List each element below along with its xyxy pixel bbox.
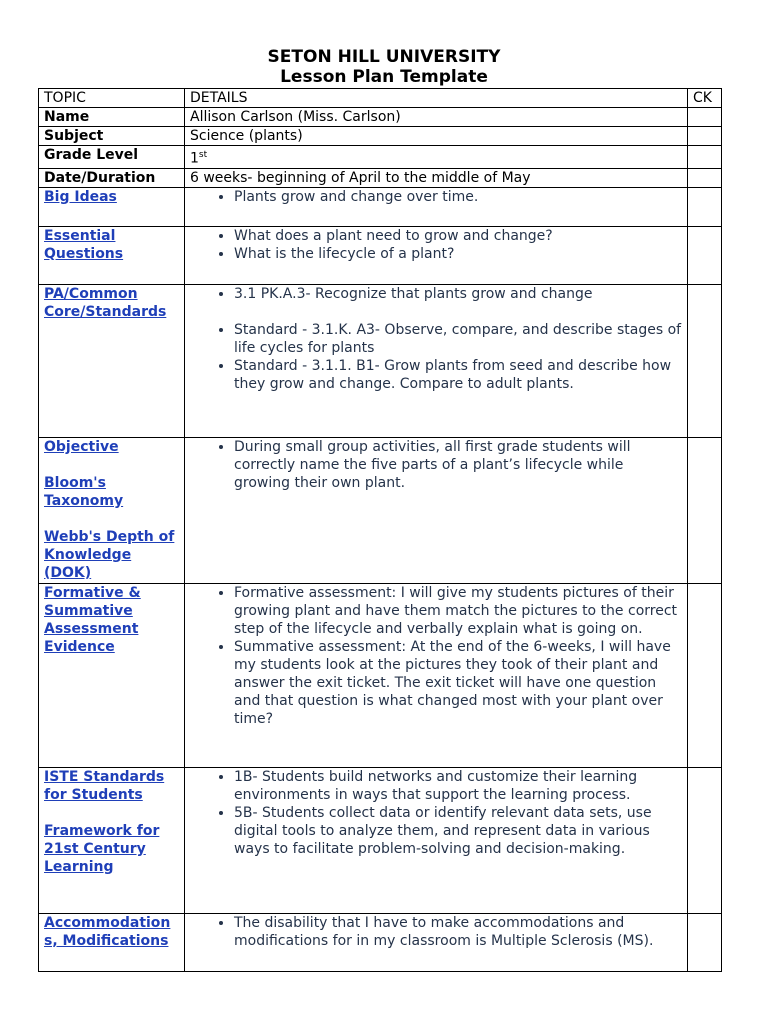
assessment-label-cell — [39, 583, 185, 767]
objective-label-cell — [39, 437, 185, 583]
list-item: • Formative assessment: I will give my students pictures of their growing plant and have them match the pictures to the correct step of the lifecycle and verbally explain what is going on. — [234, 584, 682, 638]
accommodations-link[interactable]: Accommodation s, Modifications — [44, 914, 171, 949]
name-label: Name — [39, 108, 185, 127]
big-ideas-link[interactable]: Big Ideas — [44, 188, 117, 205]
standards-ck-cell — [688, 284, 722, 437]
grade-label: Grade Level — [39, 146, 185, 169]
assessment-ck-cell — [688, 583, 722, 767]
standards-details — [185, 284, 688, 437]
iste-label-cell — [39, 767, 185, 913]
date-label: Date/Duration — [39, 168, 185, 187]
big-ideas-list — [190, 188, 682, 206]
list-item: • 3.1 PK.A.3- Recognize that plants grow and change — [234, 285, 682, 303]
objective-row — [39, 437, 722, 583]
standards-list-2 — [190, 321, 682, 393]
table-header-row — [39, 89, 722, 108]
list-item: • What does a plant need to grow and change? — [234, 227, 682, 245]
assessment-list — [190, 584, 682, 728]
list-item: • Standard - 3.1.1. B1- Grow plants from seed and describe how they grow and change. Compare to adult plants. — [234, 357, 682, 393]
template-title: Lesson Plan Template — [280, 67, 488, 87]
university-title: SETON HILL UNIVERSITY — [267, 47, 501, 67]
iste-details — [185, 767, 688, 913]
grade-value: 1 — [190, 150, 199, 167]
iste-list — [190, 768, 682, 858]
list-item: • Standard - 3.1.K. A3- Observe, compare, and describe stages of life cycles for plants — [234, 321, 682, 357]
list-item: • The disability that I have to make accommodations and modifications for in my classroom is Multiple Sclerosis (MS). — [234, 914, 682, 950]
standards-list — [190, 285, 682, 303]
accommodations-label-cell — [39, 913, 185, 971]
standards-row — [39, 284, 722, 437]
big-ideas-ck-cell — [688, 187, 722, 226]
topic-header: TOPIC — [39, 89, 185, 108]
essential-list — [190, 227, 682, 263]
accommodations-ck-cell — [688, 913, 722, 971]
iste-row — [39, 767, 722, 913]
name-row — [39, 108, 722, 127]
accommodations-row — [39, 913, 722, 971]
essential-label-cell — [39, 226, 185, 284]
objective-link[interactable]: Objective — [44, 438, 119, 455]
date-ck-cell — [688, 168, 722, 187]
grade-row — [39, 146, 722, 169]
list-item: • During small group activities, all first grade students will correctly name the five parts of a plant’s lifecycle while growing their own plant. — [234, 438, 682, 492]
framework-21st-century-link[interactable]: Framework for 21st Century Learning — [44, 822, 160, 875]
ck-header: CK — [688, 89, 722, 108]
essential-questions-link[interactable]: Essential Questions — [44, 227, 124, 262]
assessment-evidence-link[interactable]: Formative & Summative Assessment Evidence — [44, 584, 141, 655]
subject-value: Science (plants) — [185, 127, 688, 146]
date-row — [39, 168, 722, 187]
subject-ck-cell — [688, 127, 722, 146]
big-ideas-label-cell — [39, 187, 185, 226]
date-value: 6 weeks- beginning of April to the middle of May — [185, 168, 688, 187]
objective-ck-cell — [688, 437, 722, 583]
name-value: Allison Carlson (Miss. Carlson) — [185, 108, 688, 127]
list-item: • Summative assessment: At the end of the 6-weeks, I will have my students look at the pictures they took of their plant and answer the exit ticket. The exit ticket will have one question and that question is what changed most with your plant over time? — [234, 638, 682, 728]
list-item: • Plants grow and change over time. — [234, 188, 682, 206]
list-item: • What is the lifecycle of a plant? — [234, 245, 682, 263]
iste-standards-link[interactable]: ISTE Standards for Students — [44, 768, 165, 803]
objective-list — [190, 438, 682, 492]
objective-details — [185, 437, 688, 583]
essential-details — [185, 226, 688, 284]
lesson-plan-table — [38, 88, 722, 972]
name-ck-cell — [688, 108, 722, 127]
list-item: • 5B- Students collect data or identify relevant data sets, use digital tools to analyze them, and represent data in various ways to facilitate problem-solving and decision-making. — [234, 804, 682, 858]
assessment-details — [185, 583, 688, 767]
webbs-dok-link[interactable]: Webb's Depth of Knowledge (DOK) — [44, 528, 175, 581]
subject-label: Subject — [39, 127, 185, 146]
grade-cell — [185, 146, 688, 169]
standards-label-cell — [39, 284, 185, 437]
grade-ck-cell — [688, 146, 722, 169]
grade-suffix: st — [198, 150, 208, 160]
standards-link[interactable]: PA/Common Core/Standards — [44, 285, 167, 320]
iste-ck-cell — [688, 767, 722, 913]
big-ideas-details — [185, 187, 688, 226]
essential-ck-cell — [688, 226, 722, 284]
list-item: • 1B- Students build networks and customize their learning environments in ways that support the learning process. — [234, 768, 682, 804]
accommodations-details — [185, 913, 688, 971]
details-header: DETAILS — [185, 89, 688, 108]
assessment-row — [39, 583, 722, 767]
essential-questions-row — [39, 226, 722, 284]
subject-row — [39, 127, 722, 146]
accommodations-list — [190, 914, 682, 950]
blooms-taxonomy-link[interactable]: Bloom's Taxonomy — [44, 474, 124, 509]
big-ideas-row — [39, 187, 722, 226]
